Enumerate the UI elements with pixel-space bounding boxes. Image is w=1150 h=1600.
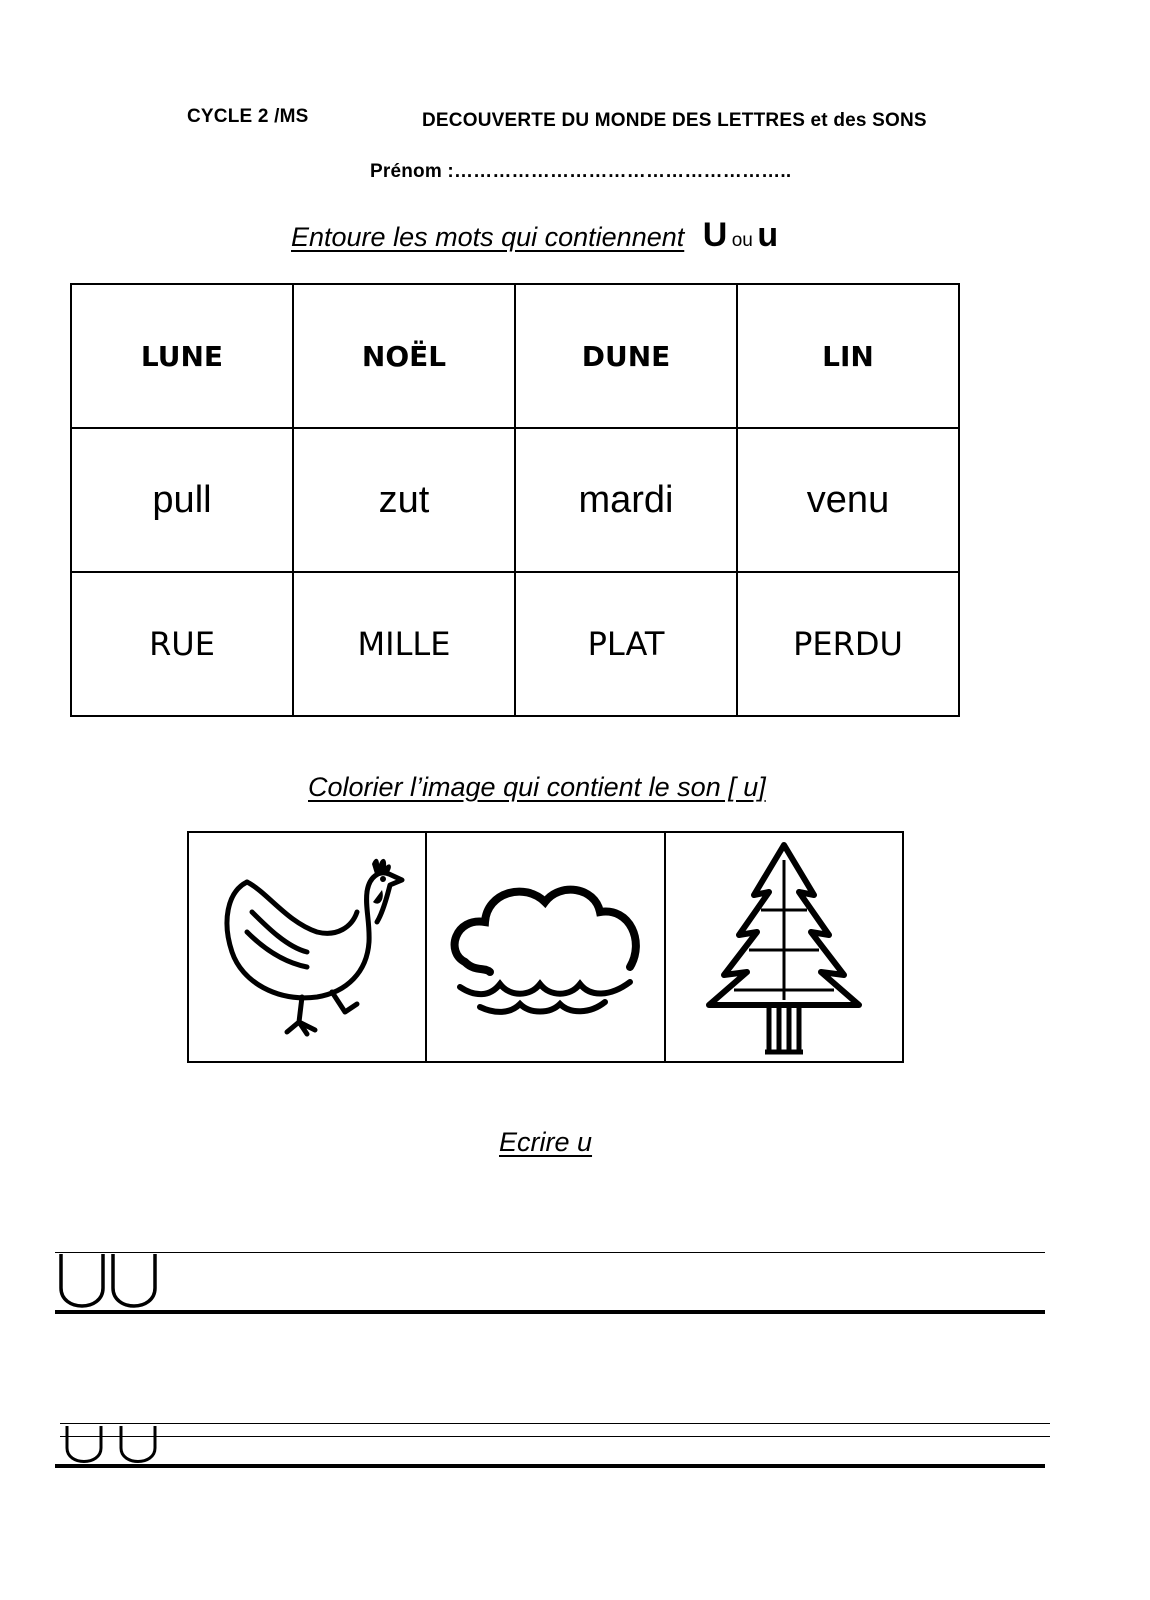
- worksheet-title: DECOUVERTE DU MONDE DES LETTRES et des SONS: [422, 110, 927, 131]
- cycle-label: CYCLE 2 /MS: [187, 106, 309, 127]
- guide-line-top: [55, 1252, 1045, 1253]
- ou-word: ou: [731, 230, 753, 251]
- word-cell[interactable]: LIN: [737, 284, 959, 428]
- exercise2-instruction: Colorier l’image qui contient le son [ u]: [308, 772, 766, 802]
- word-row-caps: [71, 572, 959, 716]
- prenom-label: Prénom :: [370, 161, 454, 182]
- picture-cell-cloud[interactable]: [426, 832, 664, 1062]
- prenom-field[interactable]: [370, 161, 791, 183]
- exercise1-instruction: [291, 216, 778, 255]
- word-cell[interactable]: zut: [293, 428, 515, 572]
- guide-line-mid: [60, 1436, 1050, 1437]
- word-cell[interactable]: PERDU: [737, 572, 959, 716]
- writing-line-2[interactable]: [55, 1420, 1050, 1472]
- letter-lower: u: [757, 216, 779, 254]
- cloud-icon: [435, 872, 655, 1022]
- word-row-lower: [71, 428, 959, 572]
- exercise3-instruction: Ecrire u: [499, 1127, 593, 1157]
- word-cell[interactable]: pull: [71, 428, 293, 572]
- picture-grid: [187, 831, 904, 1063]
- picture-cell-fir-tree[interactable]: [665, 832, 903, 1062]
- hen-icon: [207, 852, 407, 1042]
- fir-tree-icon: [699, 840, 869, 1055]
- word-grid: [70, 283, 960, 717]
- word-cell[interactable]: LUNE: [71, 284, 293, 428]
- guide-line-baseline: [55, 1464, 1045, 1468]
- word-cell[interactable]: PLAT: [515, 572, 737, 716]
- word-cell[interactable]: NOËL: [293, 284, 515, 428]
- prenom-dots: ……………………………………………..: [453, 161, 792, 182]
- word-cell[interactable]: mardi: [515, 428, 737, 572]
- word-cell[interactable]: venu: [737, 428, 959, 572]
- word-cell[interactable]: RUE: [71, 572, 293, 716]
- word-cell[interactable]: MILLE: [293, 572, 515, 716]
- letter-upper: U: [702, 216, 728, 254]
- model-letter-u-icon: [63, 1424, 163, 1466]
- exercise1-instruction-text: Entoure les mots qui contiennent: [291, 222, 685, 252]
- guide-line-top: [60, 1423, 1050, 1424]
- word-cell[interactable]: DUNE: [515, 284, 737, 428]
- picture-cell-hen[interactable]: [188, 832, 426, 1062]
- word-row-caps-bold: [71, 284, 959, 428]
- model-letter-u-icon: [57, 1252, 167, 1312]
- guide-line-baseline: [55, 1310, 1045, 1314]
- writing-line-1[interactable]: [55, 1250, 1050, 1320]
